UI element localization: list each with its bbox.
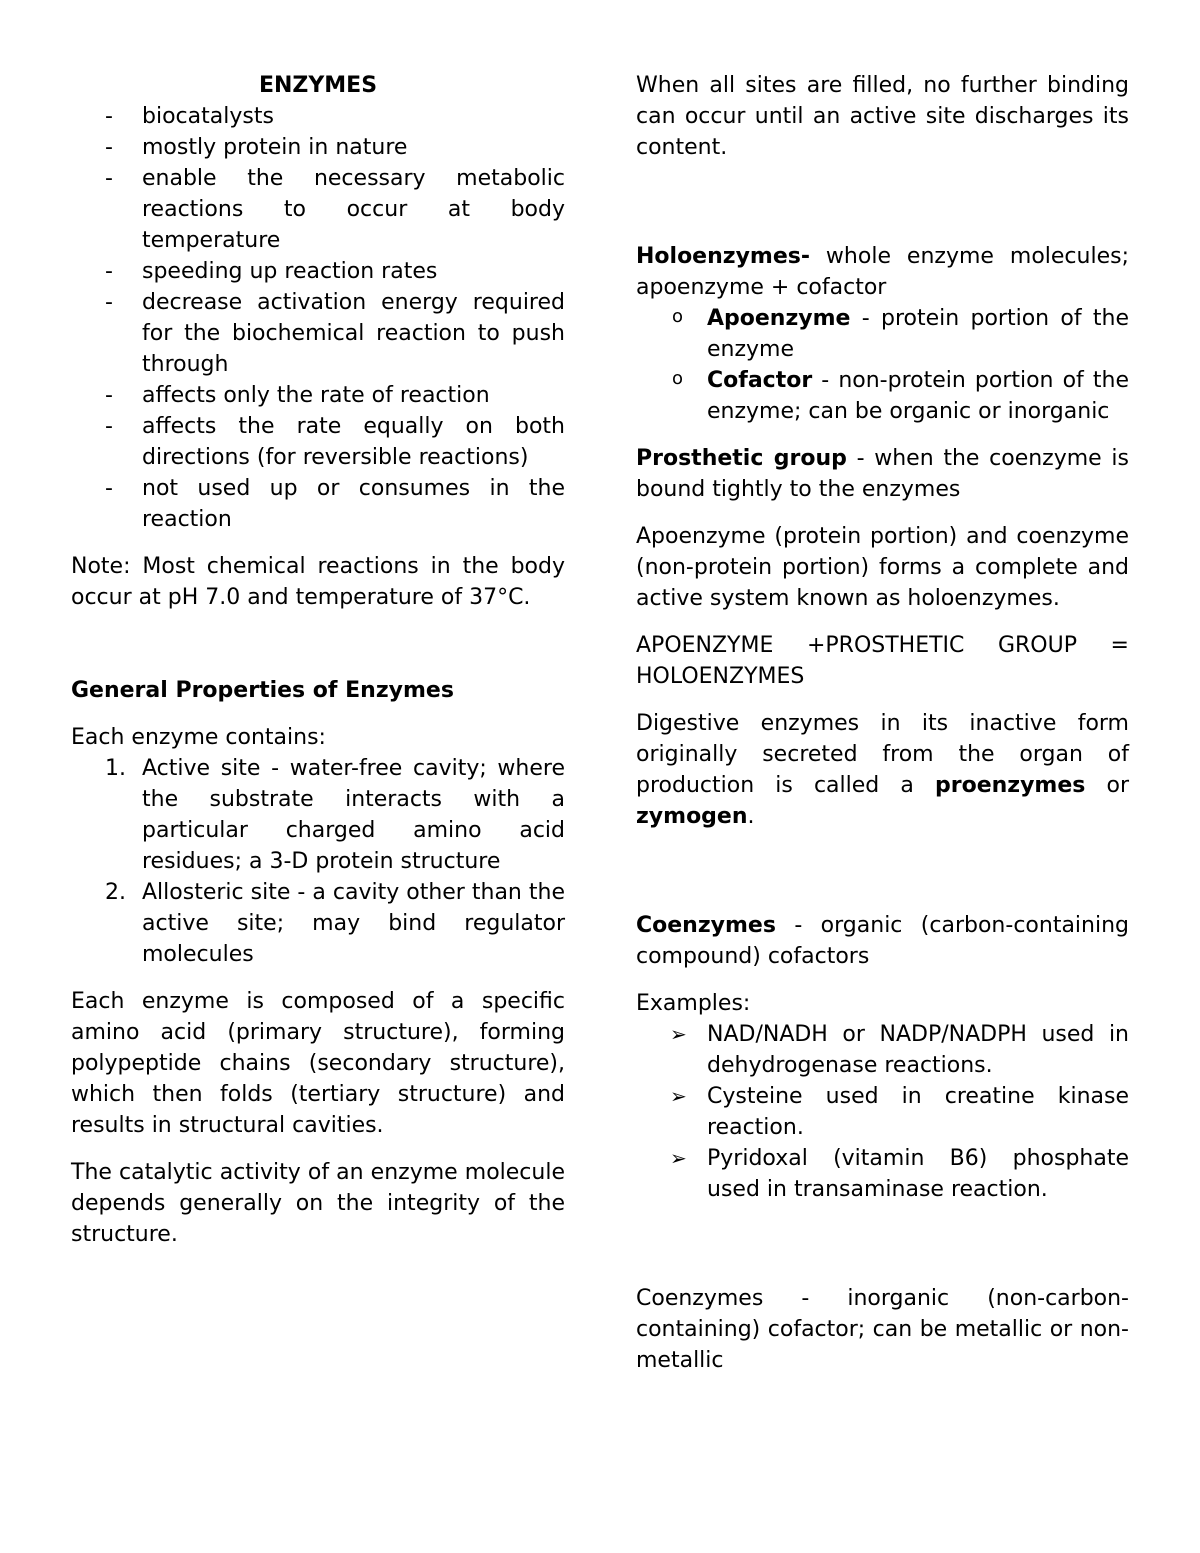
list-item: - not used up or consumes in the reaction [71, 473, 565, 535]
list-item: ➢ Pyridoxal (vitamin B6) phosphate used in transaminase reaction. [636, 1143, 1129, 1205]
prosthetic-group-term: Prosthetic group [636, 446, 847, 471]
list-item-text: Active site - water-free cavity; where the substrate interacts with a particular charged amino acid residues; a 3-D protein structure [142, 756, 565, 874]
list-item: - affects only the rate of reaction [71, 380, 565, 411]
catalytic-activity-paragraph: The catalytic activity of an enzyme molecule depends generally on the integrity of the structure. [71, 1160, 565, 1247]
page-title: ENZYMES [258, 73, 378, 98]
general-properties-heading: General Properties of Enzymes [71, 678, 454, 703]
zymogen-term: zymogen [636, 804, 748, 829]
list-item: - affects the rate equally on both directions (for reversible reactions) [71, 411, 565, 473]
list-item: - speeding up reaction rates [71, 256, 565, 287]
prosthetic-group-text: - when the coenzyme is bound tightly to the enzymes [636, 446, 1129, 502]
prosthetic-group-definition [636, 443, 1129, 505]
digestive-enzymes-paragraph [636, 708, 1129, 832]
right-column [636, 70, 1129, 1376]
list-number: 1. [105, 756, 126, 781]
list-item: ➢ Cysteine used in creatine kinase reaction. [636, 1081, 1129, 1143]
list-item: - biocatalysts [71, 101, 565, 132]
note-paragraph: Note: Most chemical reactions in the body occur at pH 7.0 and temperature of 37°C. [71, 554, 565, 610]
apoenzyme-coenzyme-paragraph: Apoenzyme (protein portion) and coenzyme (non-protein portion) forms a complete and active system known as holoenzymes. [636, 524, 1129, 611]
digestive-text: Digestive enzymes in its inactive form originally secreted from the organ of production is called a [636, 711, 1129, 798]
left-column [71, 70, 565, 1250]
holoenzymes-term: Holoenzymes- [636, 244, 810, 269]
list-item [71, 877, 565, 970]
holoenzymes-text: whole enzyme molecules; apoenzyme + cofactor [636, 244, 1129, 300]
list-number: 2. [105, 880, 126, 905]
holoenzymes-definition [636, 241, 1129, 303]
cofactor-text: - non-protein portion of the enzyme; can be organic or inorganic [707, 368, 1129, 424]
apoenzyme-term: Apoenzyme [707, 306, 851, 331]
sites-list [71, 753, 565, 970]
composition-paragraph: Each enzyme is composed of a specific amino acid (primary structure), forming polypeptide chains (secondary structure), which then folds (tertiary structure) and results in structural cavities. [71, 989, 565, 1138]
coenzymes-definition [636, 910, 1129, 972]
coenzymes-text: - organic (carbon-containing compound) cofactors [636, 913, 1129, 969]
proenzymes-term: proenzymes [934, 773, 1086, 798]
each-enzyme-contains: Each enzyme contains: [71, 725, 326, 750]
holoenzyme-equation: APOENZYME +PROSTHETIC GROUP = HOLOENZYMES [636, 633, 1129, 689]
list-item [71, 753, 565, 877]
examples-label: Examples: [636, 991, 751, 1016]
list-item: - decrease activation energy required for the biochemical reaction to push through [71, 287, 565, 380]
list-item: - enable the necessary metabolic reactions to occur at body temperature [71, 163, 565, 256]
list-item [636, 303, 1129, 365]
enzyme-characteristics-list [71, 101, 565, 535]
examples-list [636, 1019, 1129, 1205]
inorganic-coenzymes-paragraph: Coenzymes - inorganic (non-carbon-containing) cofactor; can be metallic or non-metallic [636, 1286, 1129, 1373]
list-item: ➢ NAD/NADH or NADP/NADPH used in dehydrogenase reactions. [636, 1019, 1129, 1081]
list-item-text: Allosteric site - a cavity other than the active site; may bind regulator molecules [142, 880, 565, 967]
coenzymes-term: Coenzymes [636, 913, 776, 938]
apoenzyme-text: - protein portion of the enzyme [707, 306, 1129, 362]
sites-filled-paragraph: When all sites are filled, no further binding can occur until an active site discharges its content. [636, 73, 1129, 160]
holoenzyme-parts-list [636, 303, 1129, 427]
or-text: or [1085, 773, 1130, 798]
list-item [636, 365, 1129, 427]
list-item: - mostly protein in nature [71, 132, 565, 163]
period-text: . [747, 804, 755, 829]
cofactor-term: Cofactor [707, 368, 813, 393]
